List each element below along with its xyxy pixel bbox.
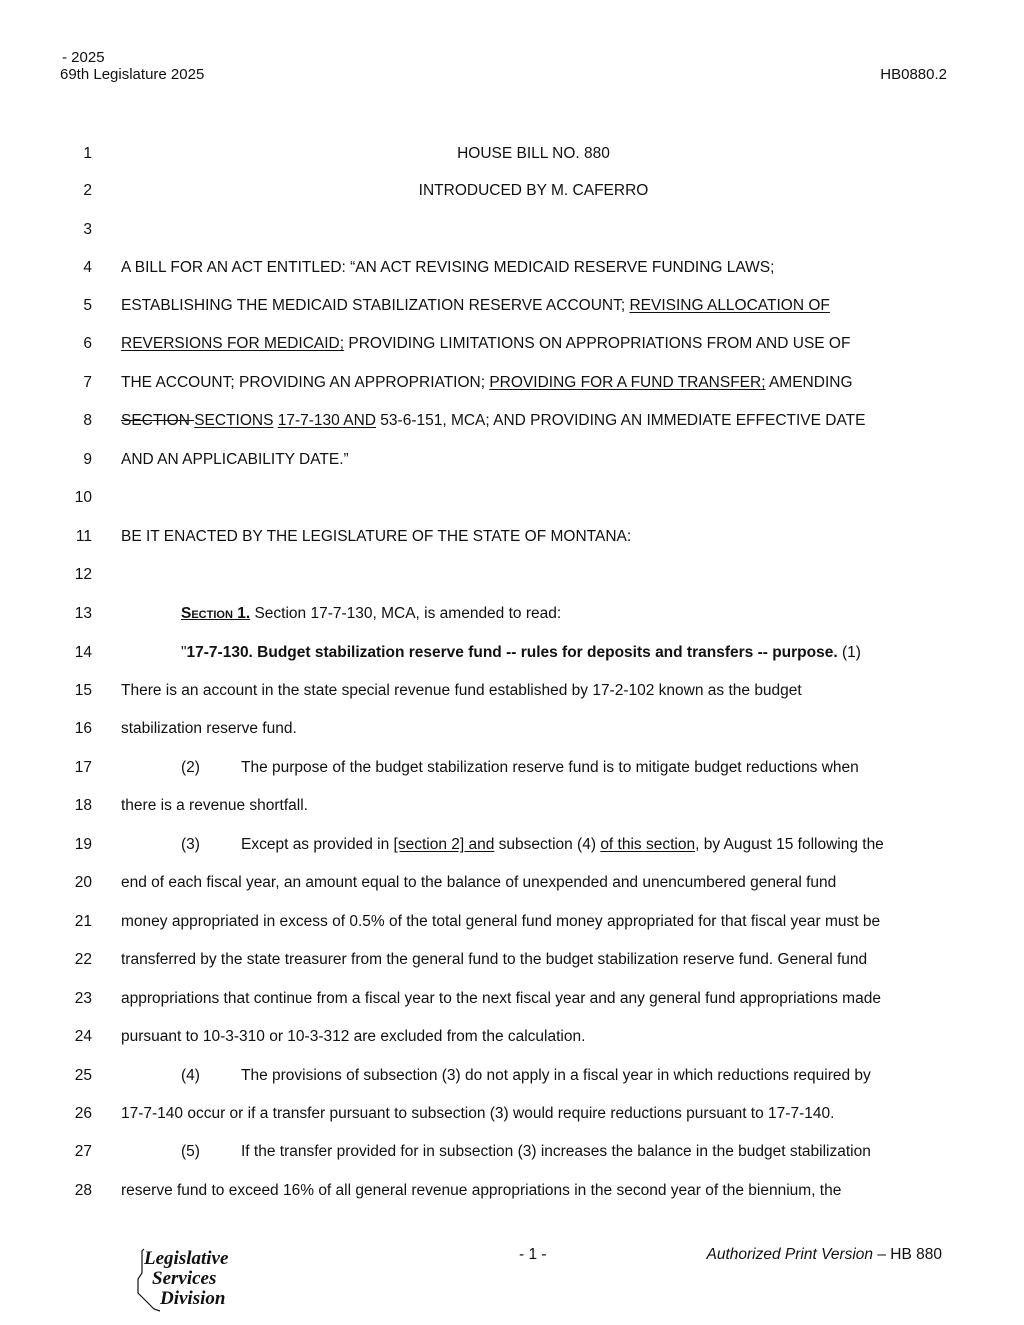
logo-line-3: Division	[160, 1288, 226, 1309]
line-number: 5	[83, 297, 92, 314]
line-28: reserve fund to exceed 16% of all general revenue appropriations in the second year of the biennium, the	[121, 1182, 842, 1199]
line-21: money appropriated in excess of 0.5% of the total general fund money appropriated for that fiscal year must be	[121, 913, 881, 930]
line-number: 10	[74, 489, 92, 506]
line-number: 19	[74, 836, 92, 853]
line-number: 11	[75, 528, 92, 545]
line-number: 12	[74, 566, 92, 583]
line-number: 21	[74, 913, 92, 930]
inserted-text: REVISING ALLOCATION OF	[629, 297, 830, 314]
header-year: - 2025	[62, 49, 105, 66]
line-20: end of each fiscal year, an amount equal to the balance of unexpended and unencumbered general fund	[121, 874, 837, 891]
line-number: 22	[74, 951, 92, 968]
line-number: 8	[83, 412, 92, 429]
line-number: 1	[83, 145, 92, 162]
line-number: 26	[74, 1105, 92, 1122]
logo-line-1: Legislative	[144, 1248, 229, 1269]
line-number: 18	[74, 797, 92, 814]
inserted-text: PROVIDING FOR A FUND TRANSFER;	[489, 374, 766, 391]
logo-line-2: Services	[152, 1268, 217, 1289]
line-9: AND AN APPLICABILITY DATE.”	[121, 451, 349, 468]
section-caption: 17-7-130. Budget stabilization reserve fund -- rules for deposits and transfers -- purpose.	[186, 644, 838, 661]
bill-title: HOUSE BILL NO. 880	[457, 145, 610, 162]
line-number: 2	[83, 182, 92, 199]
line-number: 28	[74, 1182, 92, 1199]
inserted-text: [section 2] and	[393, 836, 495, 853]
line-18: there is a revenue shortfall.	[121, 797, 308, 814]
legislative-services-logo	[134, 1245, 244, 1315]
line-11: BE IT ENACTED BY THE LEGISLATURE OF THE STATE OF MONTANA:	[121, 528, 632, 545]
line-number: 27	[74, 1143, 92, 1160]
header-bill-id: HB0880.2	[880, 66, 947, 83]
inserted-text: 17-7-130 AND	[277, 412, 376, 429]
line-number: 17	[74, 759, 92, 776]
inserted-text: SECTIONS	[194, 412, 274, 429]
line-number: 9	[83, 451, 92, 468]
line-number: 4	[83, 259, 92, 276]
line-19: (3) Except as provided in [section 2] and subsection (4) of this section, by August 15 following the	[181, 836, 884, 853]
line-22: transferred by the state treasurer from the general fund to the budget stabilization reserve fund. General fund	[121, 951, 868, 968]
line-17: (2) The purpose of the budget stabilization reserve fund is to mitigate budget reductions when	[181, 759, 859, 776]
line-16: stabilization reserve fund.	[121, 720, 297, 737]
section-heading: Section 1.	[181, 605, 251, 622]
line-number: 25	[74, 1067, 92, 1084]
line-number: 15	[74, 682, 92, 699]
introduced-by: INTRODUCED BY M. CAFERRO	[418, 182, 649, 199]
line-number: 6	[83, 335, 92, 352]
page-number: - 1 -	[519, 1246, 547, 1263]
line-14: "17-7-130. Budget stabilization reserve fund -- rules for deposits and transfers -- purpose. (1)	[181, 644, 861, 661]
line-number: 13	[74, 605, 92, 622]
line-4: A BILL FOR AN ACT ENTITLED: “AN ACT REVISING MEDICAID RESERVE FUNDING LAWS;	[121, 259, 775, 276]
line-7: THE ACCOUNT; PROVIDING AN APPROPRIATION; PROVIDING FOR A FUND TRANSFER; AMENDING	[121, 374, 853, 391]
line-23: appropriations that continue from a fiscal year to the next fiscal year and any general fund appropriations made	[121, 990, 881, 1007]
inserted-text: of this section	[600, 836, 696, 853]
inserted-text: REVERSIONS FOR MEDICAID;	[121, 335, 345, 352]
line-15: There is an account in the state special revenue fund established by 17-2-102 known as the budget	[121, 682, 802, 699]
line-5: ESTABLISHING THE MEDICAID STABILIZATION RESERVE ACCOUNT; REVISING ALLOCATION OF	[121, 297, 830, 314]
line-number: 24	[74, 1028, 92, 1045]
line-number: 16	[74, 720, 92, 737]
line-27: (5) If the transfer provided for in subsection (3) increases the balance in the budget stabilization	[181, 1143, 871, 1160]
line-13: Section 1. Section 17-7-130, MCA, is amended to read:	[181, 605, 562, 622]
line-6: REVERSIONS FOR MEDICAID; PROVIDING LIMITATIONS ON APPROPRIATIONS FROM AND USE OF	[121, 335, 851, 352]
print-version: Authorized Print Version – HB 880	[706, 1246, 942, 1263]
line-number: 20	[74, 874, 92, 891]
line-number: 3	[83, 221, 92, 238]
struck-text: SECTION	[121, 412, 195, 429]
header-legislature: 69th Legislature 2025	[60, 66, 205, 83]
line-number: 23	[74, 990, 92, 1007]
line-number: 7	[83, 374, 92, 391]
line-24: pursuant to 10-3-310 or 10-3-312 are excluded from the calculation.	[121, 1028, 586, 1045]
line-number: 14	[74, 644, 92, 661]
line-25: (4) The provisions of subsection (3) do not apply in a fiscal year in which reductions required by	[181, 1067, 871, 1084]
line-26: 17-7-140 occur or if a transfer pursuant to subsection (3) would require reductions pursuant to 17-7-140.	[121, 1105, 835, 1122]
line-8: SECTION SECTIONS 17-7-130 AND 53-6-151, MCA; AND PROVIDING AN IMMEDIATE EFFECTIVE DATE	[121, 412, 866, 429]
